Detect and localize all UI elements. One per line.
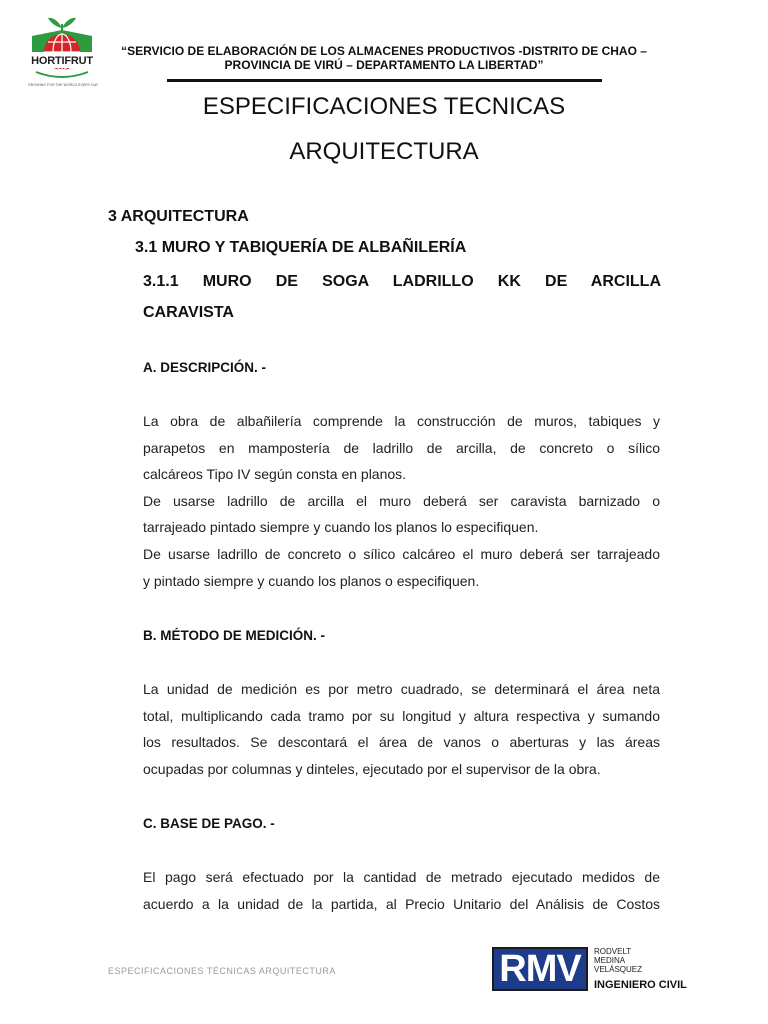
header-line-1: “SERVICIO DE ELABORACIÓN DE LOS ALMACENES PRODUCTIVOS -DISTRITO DE CHAO – [121,44,647,58]
paragraph-line: calcáreos Tipo IV según consta en planos. [143,466,407,483]
medicion-paragraph [143,676,660,782]
document-header [104,44,664,72]
item-heading-line-1: 3.1.1 MURO DE SOGA LADRILLO KK DE ARCILLA [143,273,661,290]
rmv-badge: RMV [492,947,588,991]
paragraph-line: acuerdo a la unidad de la partida, al Precio Unitario del Análisis de Costos [143,895,660,912]
engineer-role: INGENIERO CIVIL [594,979,687,991]
paragraph-line: El pago será efectuado por la cantidad de metrado ejecutado medidos de [143,869,660,885]
engineer-name [594,947,642,974]
paragraph-line: tarrajeado pintado siempre y cuando los planos lo especifiquen. [143,519,539,536]
paragraph-line: los resultados. Se descontará el área de vanos o aberturas y las áreas [143,734,660,751]
footer-caption: ESPECIFICACIONES TÉCNICAS ARQUITECTURA [108,966,336,976]
paragraph-line: ocupadas por columnas y dinteles, ejecutado por el supervisor de la obra. [143,760,601,777]
paragraph-line: De usarse ladrillo de arcilla el muro deberá ser caravista barnizado o [143,492,660,509]
page-subtitle: ARQUITECTURA [289,138,479,165]
logo-tagline: GROWING FOR THE WORLD EVERY DAY [28,83,99,87]
engineer-name-line: MEDINA [594,956,626,965]
engineer-stamp [490,945,700,995]
descripcion-paragraph [143,408,660,594]
item-heading [143,266,661,328]
paragraph-line: total, multiplicando cada tramo por su longitud y altura respectiva y sumando [143,707,660,724]
paragraph-line: De usarse ladrillo de concreto o sílico calcáreo el muro deberá ser tarrajeado [143,545,660,562]
globe-leaf-icon [28,14,96,84]
descripcion-heading: A. DESCRIPCIÓN. - [143,360,267,375]
subsection-heading: 3.1 MURO Y TABIQUERÍA DE ALBAÑILERÍA [135,239,467,256]
hortifrut-logo [28,14,99,92]
pago-heading: C. BASE DE PAGO. - [143,816,275,831]
item-heading-line-2: CARAVISTA [143,304,234,321]
engineer-name-line: VELÁSQUEZ [594,965,643,974]
engineer-name-line: RODVELT [594,947,632,956]
paragraph-line: parapetos en mampostería de ladrillo de arcilla, de concreto o sílico [143,439,660,456]
page-title: ESPECIFICACIONES TECNICAS [202,93,566,120]
logo-name: HORTIFRUT [31,55,93,67]
header-line-2: PROVINCIA DE VIRÚ – DEPARTAMENTO LA LIBERTAD” [224,58,544,72]
paragraph-line: y pintado siempre y cuando los planos o especifiquen. [143,572,480,589]
pago-paragraph [143,864,660,917]
medicion-heading: B. MÉTODO DE MEDICIÓN. - [143,628,326,643]
header-divider [167,79,602,82]
paragraph-line: La unidad de medición es por metro cuadrado, se determinará el área neta [143,681,660,697]
paragraph-line: La obra de albañilería comprende la construcción de muros, tabiques y [143,413,660,429]
section-heading: 3 ARQUITECTURA [108,208,249,225]
